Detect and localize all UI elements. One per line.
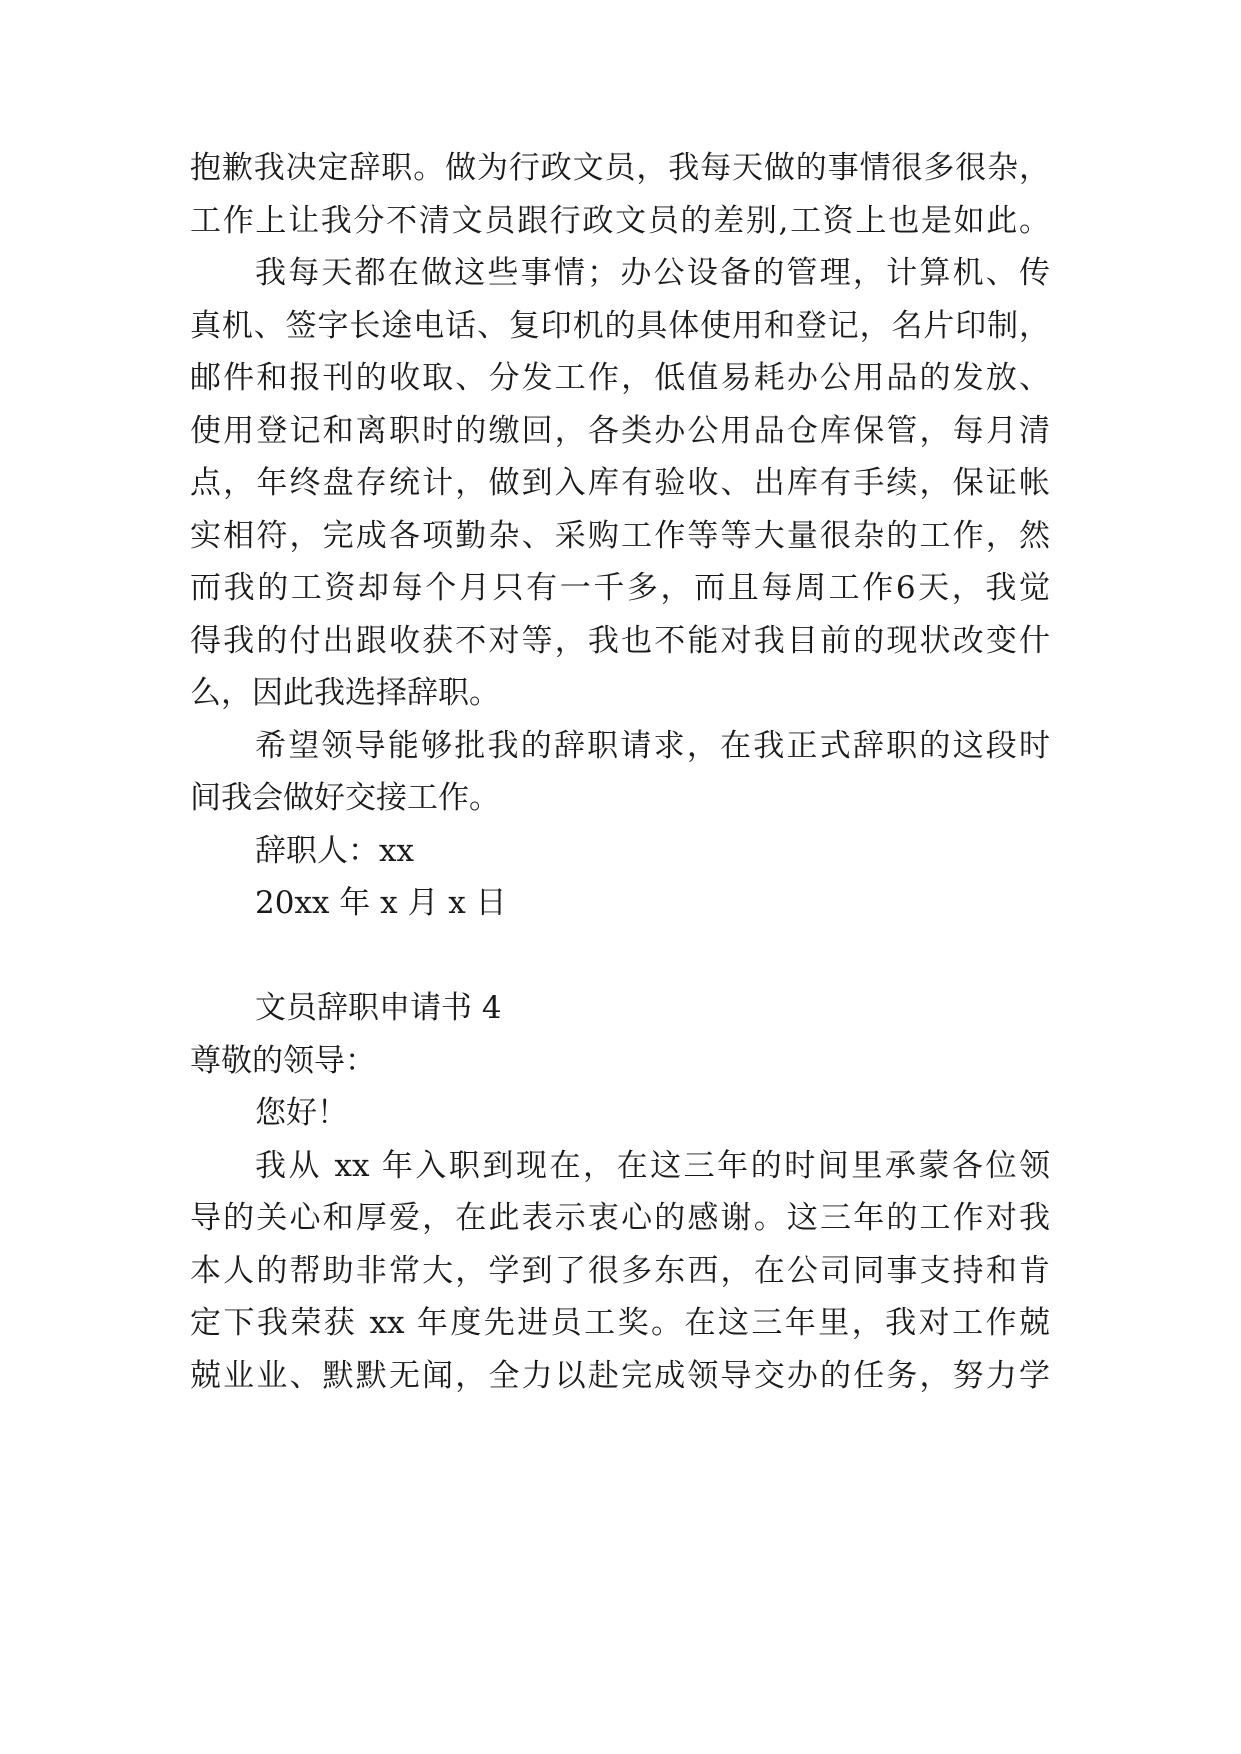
- date: 20xx 年 x 月 x 日: [255, 885, 507, 921]
- text-line: 点，年终盘存统计，做到入库有验收、出库有手续，保证帐: [190, 465, 1050, 501]
- text-line: 而我的工资却每个月只有一千多，而且每周工作6天，我觉: [190, 570, 1050, 606]
- signature: 辞职人：xx: [255, 833, 414, 869]
- text-line: 希望领导能够批我的辞职请求，在我正式辞职的这段时: [255, 728, 1050, 764]
- text-line: 么，因此我选择辞职。: [190, 675, 500, 711]
- text-line: 我从 xx 年入职到现在，在这三年的时间里承蒙各位领: [255, 1148, 1050, 1184]
- text-line: 真机、签字长途电话、复印机的具体使用和登记，名片印制，: [190, 308, 1050, 344]
- text-line: 间我会做好交接工作。: [190, 780, 500, 816]
- text-line: 实相符，完成各项勤杂、采购工作等等大量很杂的工作，然: [190, 518, 1050, 554]
- section-title: 文员辞职申请书 4: [255, 990, 502, 1026]
- text-line: 工作上让我分不清文员跟行政文员的差别,工资上也是如此。: [190, 203, 1050, 239]
- greeting: 您好！: [255, 1095, 348, 1131]
- text-line: 我每天都在做这些事情；办公设备的管理，计算机、传: [255, 255, 1050, 291]
- text-line: 抱歉我决定辞职。做为行政文员，我每天做的事情很多很杂，: [190, 150, 1050, 186]
- text-line: 得我的付出跟收获不对等，我也不能对我目前的现状改变什: [190, 623, 1050, 659]
- text-line: 定下我荣获 xx 年度先进员工奖。在这三年里，我对工作兢: [190, 1305, 1050, 1341]
- text-line: 本人的帮助非常大，学到了很多东西，在公司同事支持和肯: [190, 1253, 1050, 1289]
- text-line: 兢业业、默默无闻，全力以赴完成领导交办的任务，努力学: [190, 1358, 1050, 1394]
- text-line: 导的关心和厚爱，在此表示衷心的感谢。这三年的工作对我: [190, 1200, 1050, 1236]
- text-line: 使用登记和离职时的缴回，各类办公用品仓库保管，每月清: [190, 413, 1050, 449]
- salutation: 尊敬的领导：: [190, 1043, 376, 1079]
- text-line: 邮件和报刊的收取、分发工作，低值易耗办公用品的发放、: [190, 360, 1050, 396]
